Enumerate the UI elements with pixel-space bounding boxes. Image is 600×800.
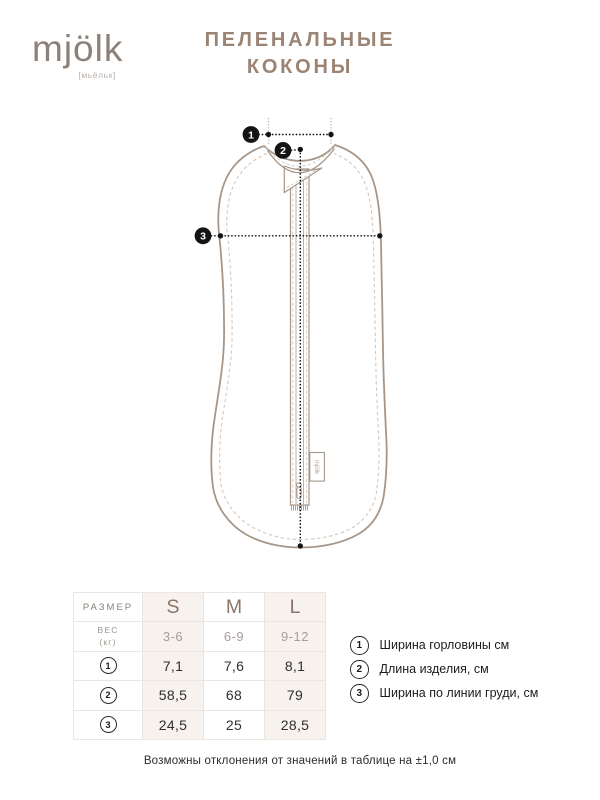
weight-m: 6-9 — [204, 622, 265, 651]
size-col-s: S — [143, 593, 204, 622]
size-table-header-label-cell — [74, 593, 143, 622]
row3-num-cell — [74, 711, 143, 740]
weight-l: 9-12 — [265, 622, 326, 651]
circled-number-1: 1 — [100, 657, 117, 674]
page-title-line2: КОКОНЫ — [246, 55, 354, 78]
measurement-guides — [269, 119, 332, 146]
size-table — [73, 592, 326, 740]
marker-3 — [195, 227, 212, 244]
legend-circled-number-2: 2 — [350, 660, 369, 679]
legend-label-3: Ширина по линии груди, см — [379, 686, 539, 701]
brand-logo-text: mjölk — [32, 28, 124, 69]
row3-l: 28,5 — [265, 711, 326, 740]
tolerance-footnote: Возможны отклонения от значений в таблице на ±1,0 см — [143, 755, 457, 767]
legend-item-1 — [350, 636, 538, 655]
marker-1-digit: 1 — [248, 129, 254, 142]
measure-line-2-connector — [292, 150, 298, 151]
legend-circled-number-1: 1 — [350, 636, 369, 655]
marker-1 — [243, 126, 260, 143]
weight-label-cell: ВЕС (кг) — [74, 622, 143, 651]
circled-number-3: 3 — [100, 716, 117, 733]
circled-number-2: 2 — [100, 687, 117, 704]
legend-label-1: Ширина горловины см — [379, 638, 510, 653]
marker-2 — [275, 142, 292, 159]
weight-s: 3-6 — [143, 622, 204, 651]
size-col-l: L — [265, 593, 326, 622]
row1-l: 8,1 — [265, 652, 326, 681]
legend-circled-number-3: 3 — [350, 684, 369, 703]
row2-l: 79 — [265, 681, 326, 710]
size-label: РАЗМЕР — [82, 601, 134, 613]
measurement-legend — [350, 636, 538, 703]
row2-num-cell — [74, 681, 143, 710]
legend-label-2: Длина изделия, см — [379, 662, 489, 677]
row3-s: 24,5 — [143, 711, 204, 740]
row2-m: 68 — [204, 681, 265, 710]
page-title-line1: ПЕЛЕНАЛЬНЫЕ — [204, 29, 396, 51]
marker-2-digit: 2 — [280, 145, 286, 158]
size-col-m: M — [204, 593, 265, 622]
row1-s: 7,1 — [143, 652, 204, 681]
fabric-tag-label: mjölk — [312, 459, 320, 475]
row1-num-cell — [74, 652, 143, 681]
row3-m: 25 — [204, 711, 265, 740]
fabric-tag — [310, 453, 325, 482]
row2-s: 58,5 — [143, 681, 204, 710]
row1-m: 7,6 — [204, 652, 265, 681]
brand-transliteration: [мьёльк] — [78, 69, 116, 80]
zipper-teeth — [292, 505, 308, 511]
marker-3-digit: 3 — [200, 230, 206, 243]
legend-item-3 — [350, 684, 538, 703]
legend-item-2 — [350, 660, 538, 679]
